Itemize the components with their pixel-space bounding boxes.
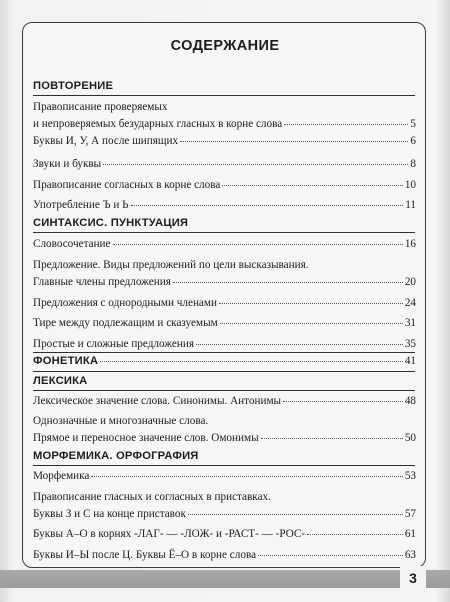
page-number: 3 [400, 566, 426, 590]
leader-dots [307, 534, 403, 535]
leader-dots [220, 323, 403, 324]
toc-entry-page: 50 [404, 432, 416, 444]
toc-entry-text: Простые и сложные предложения [33, 338, 194, 350]
toc-entry-text: Главные члены предложения [33, 276, 171, 288]
toc-entry [33, 413, 416, 447]
toc-entry-page: 6 [410, 135, 416, 147]
leader-dots [91, 476, 402, 477]
toc-entry [33, 156, 416, 173]
toc-entry-page: 61 [404, 528, 416, 540]
section-rule [33, 465, 415, 466]
toc-entry-text: Предложения с однородными членами [33, 297, 217, 309]
toc-entry [33, 133, 416, 150]
leader-dots [103, 164, 408, 165]
leader-dots [173, 282, 403, 283]
section-heading-fonetika-row [33, 353, 416, 370]
toc-entry-text: Буквы А–О в корнях -ЛАГ- — -ЛОЖ- и -РАСТ- — -РОС- [33, 528, 306, 540]
leader-dots [219, 303, 403, 304]
toc-entry-page: 8 [410, 158, 416, 170]
leader-dots [284, 124, 408, 125]
toc-entry-line1: Правописание гласных и согласных в приставках. [33, 491, 271, 503]
toc-entry [33, 197, 416, 214]
toc-entry-text: Буквы З и С на конце приставок [33, 508, 186, 520]
leader-dots [222, 185, 402, 186]
toc-entry-page: 5 [410, 118, 416, 130]
toc-entry-line1: Правописание проверяемых [33, 101, 168, 113]
toc-entry-text: Словосочетание [33, 238, 111, 250]
section-heading-morfemika: МОРФЕМИКА. ОРФОГРАФИЯ [33, 450, 199, 462]
toc-entry-page: 57 [404, 508, 416, 520]
section-rule [33, 371, 415, 372]
leader-dots [188, 514, 403, 515]
leader-dots [100, 361, 403, 362]
toc-entry-text: Буквы И, У, А после шипящих [33, 135, 179, 147]
section-heading-leksika: ЛЕКСИКА [33, 375, 88, 387]
toc-entry-text: Буквы И–Ы после Ц. Буквы Ё–О в корне слова [33, 549, 257, 561]
leader-dots [261, 438, 403, 439]
toc-entry-page: 11 [405, 199, 416, 211]
toc-entry-page: 24 [404, 297, 416, 309]
toc-entry-page: 53 [404, 470, 416, 482]
page-title: СОДЕРЖАНИЕ [170, 38, 280, 54]
toc-entry [33, 257, 416, 291]
toc-entry-text: Звуки и буквы [33, 158, 102, 170]
section-heading-fonetika: ФОНЕТИКА [33, 355, 99, 367]
toc-entry-page: 48 [404, 395, 416, 407]
section-heading-povtorenie: ПОВТОРЕНИЕ [33, 80, 114, 92]
toc-entry [33, 468, 416, 485]
toc-entry [33, 547, 416, 564]
toc-entry-text: и непроверяемых безударных гласных в корне слова [33, 118, 283, 130]
toc-entry-page: 16 [404, 238, 416, 250]
leader-dots [258, 555, 403, 556]
toc-entry-text: Употребление Ъ и Ь [33, 199, 129, 211]
toc-entry-page: 41 [404, 355, 416, 367]
toc-entry-text: Тире между подлежащим и сказуемым [33, 317, 218, 329]
section-rule [33, 390, 415, 391]
toc-entry-page: 63 [404, 549, 416, 561]
section-heading-sintaksis: СИНТАКСИС. ПУНКТУАЦИЯ [33, 217, 189, 229]
toc-entry-text: Лексическое значение слова. Синонимы. Антонимы [33, 395, 282, 407]
toc-entry [33, 336, 416, 353]
toc-entry [33, 236, 416, 253]
leader-dots [283, 401, 403, 402]
toc-entry-page: 31 [404, 317, 416, 329]
section-rule [33, 95, 415, 96]
leader-dots [113, 244, 403, 245]
toc-entry [33, 393, 416, 410]
toc-entry-line1: Однозначные и многозначные слова. [33, 415, 209, 427]
toc-entry [33, 99, 416, 133]
toc-entry [33, 526, 416, 543]
toc-entry-text: Правописание согласных в корне слова [33, 179, 221, 191]
bottom-bar [0, 570, 450, 588]
toc-entry-line1: Предложение. Виды предложений по цели высказывания. [33, 259, 309, 271]
leader-dots [131, 205, 404, 206]
toc-entry-text: Прямое и переносное значение слов. Омонимы [33, 432, 259, 444]
toc-entry [33, 295, 416, 312]
section-rule [33, 232, 415, 233]
toc-entry [33, 489, 416, 523]
toc-entry-text: Морфемика [33, 470, 90, 482]
toc-entry-page: 10 [404, 179, 416, 191]
toc-entry [33, 177, 416, 194]
toc-entry-page: 20 [404, 276, 416, 288]
toc-entry-page: 35 [404, 338, 416, 350]
leader-dots [196, 344, 403, 345]
leader-dots [180, 141, 408, 142]
toc-entry [33, 315, 416, 332]
